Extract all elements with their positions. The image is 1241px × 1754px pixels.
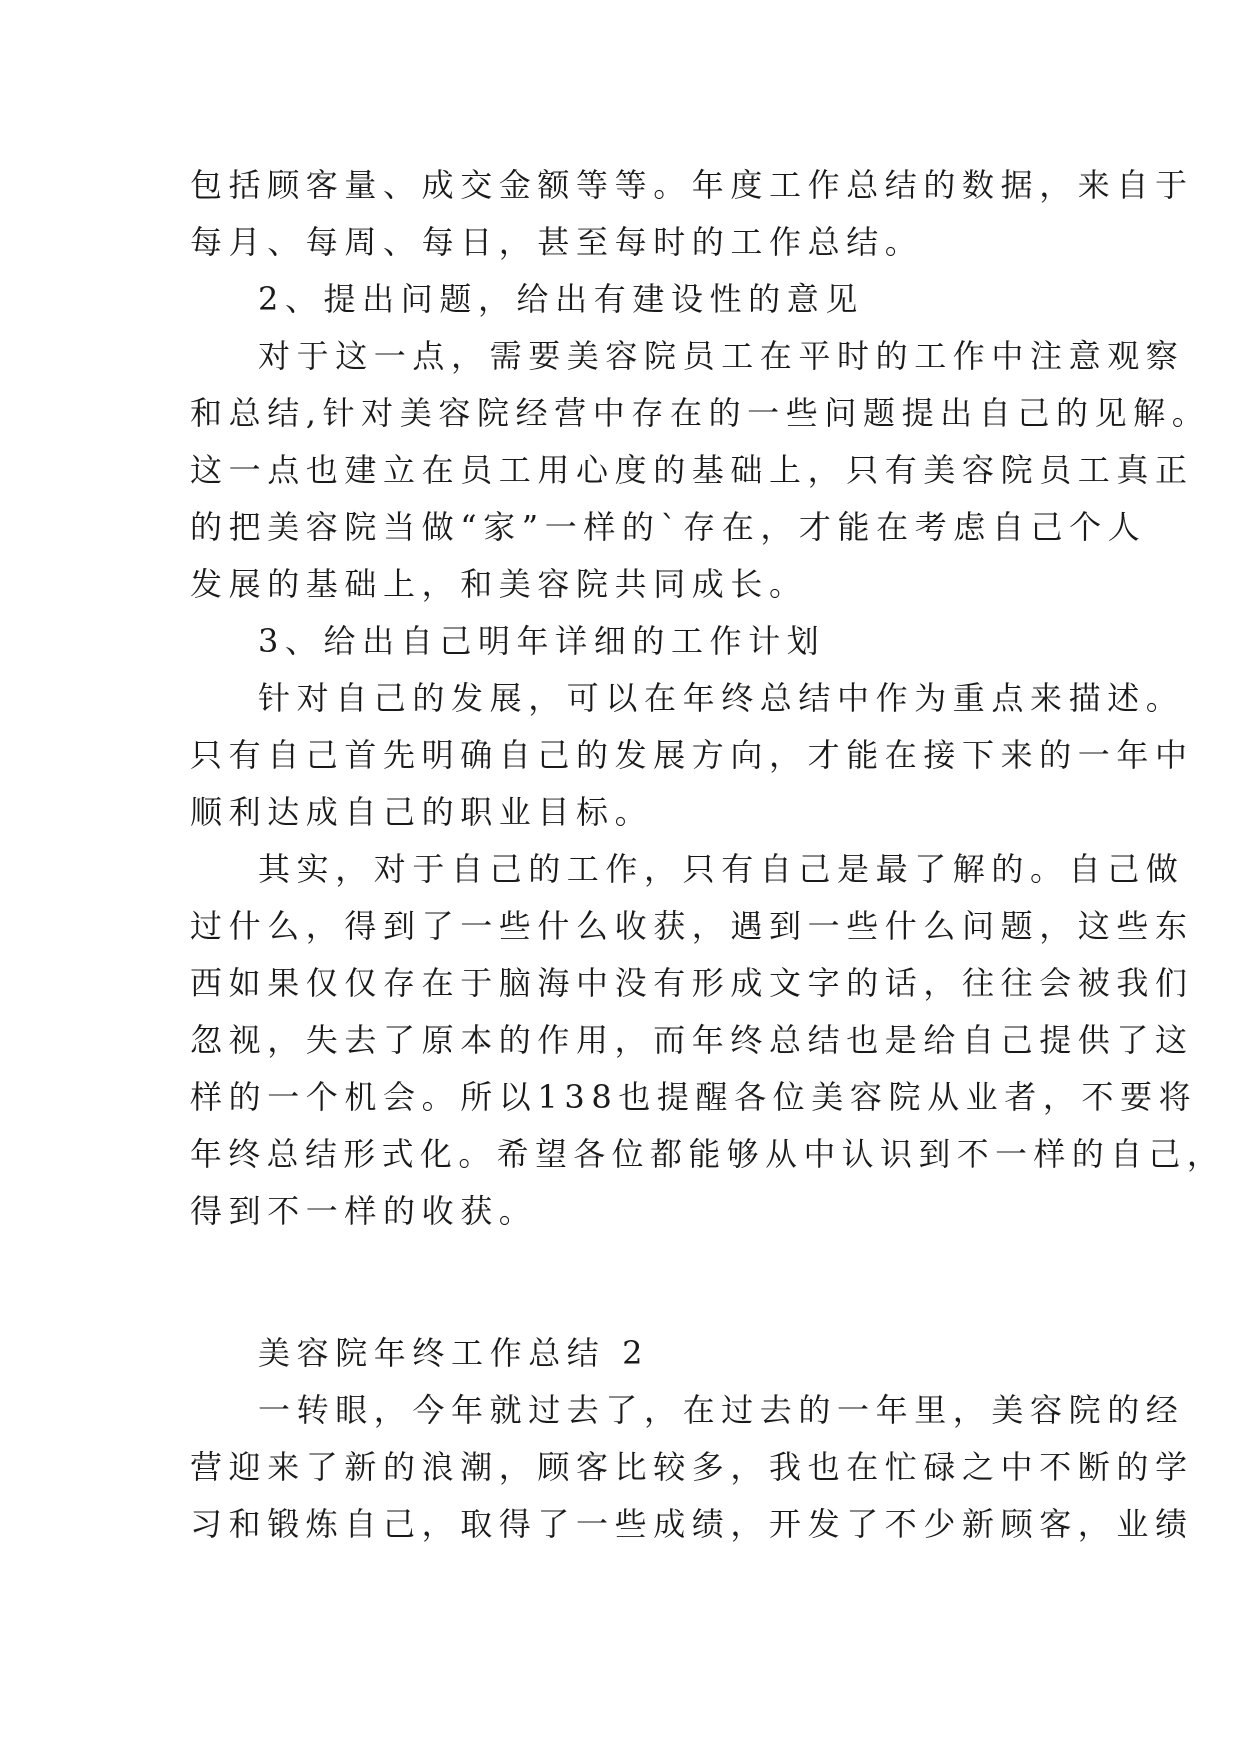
text-line: 和总结,针对美容院经营中存在的一些问题提出自己的见解。	[190, 394, 1211, 432]
text-line: 的把美容院当做“家”一样的`存在，才能在考虑自己个人	[190, 508, 1147, 546]
section-heading: 2、提出问题，给出有建设性的意见	[258, 280, 864, 318]
section-heading: 3、给出自己明年详细的工作计划	[258, 622, 826, 660]
text-line: 包括顾客量、成交金额等等。年度工作总结的数据，来自于	[190, 166, 1194, 204]
text-line: 样的一个机会。所以138也提醒各位美容院从业者，不要将	[190, 1078, 1198, 1116]
document-title: 美容院年终工作总结 2	[258, 1334, 650, 1372]
text-line: 对于这一点，需要美容院员工在平时的工作中注意观察	[258, 337, 1185, 375]
text-line: 一转眼，今年就过去了，在过去的一年里，美容院的经	[258, 1391, 1185, 1429]
text-line: 习和锻炼自己，取得了一些成绩，开发了不少新顾客，业绩	[190, 1505, 1194, 1543]
text-line: 年终总结形式化。希望各位都能够从中认识到不一样的自己，	[190, 1135, 1226, 1173]
text-line: 顺利达成自己的职业目标。	[190, 793, 654, 831]
text-line: 这一点也建立在员工用心度的基础上，只有美容院员工真正	[190, 451, 1194, 489]
text-line: 过什么，得到了一些什么收获，遇到一些什么问题，这些东	[190, 907, 1194, 945]
text-line: 每月、每周、每日，甚至每时的工作总结。	[190, 223, 924, 261]
text-line: 只有自己首先明确自己的发展方向，才能在接下来的一年中	[190, 736, 1194, 774]
text-line: 营迎来了新的浪潮，顾客比较多，我也在忙碌之中不断的学	[190, 1448, 1194, 1486]
text-line: 忽视，失去了原本的作用，而年终总结也是给自己提供了这	[190, 1021, 1194, 1059]
text-line: 其实，对于自己的工作，只有自己是最了解的。自己做	[258, 850, 1185, 888]
text-line: 针对自己的发展，可以在年终总结中作为重点来描述。	[258, 679, 1185, 717]
text-line: 西如果仅仅存在于脑海中没有形成文字的话，往往会被我们	[190, 964, 1194, 1002]
text-line: 发展的基础上，和美容院共同成长。	[190, 565, 808, 603]
text-line: 得到不一样的收获。	[190, 1192, 538, 1230]
